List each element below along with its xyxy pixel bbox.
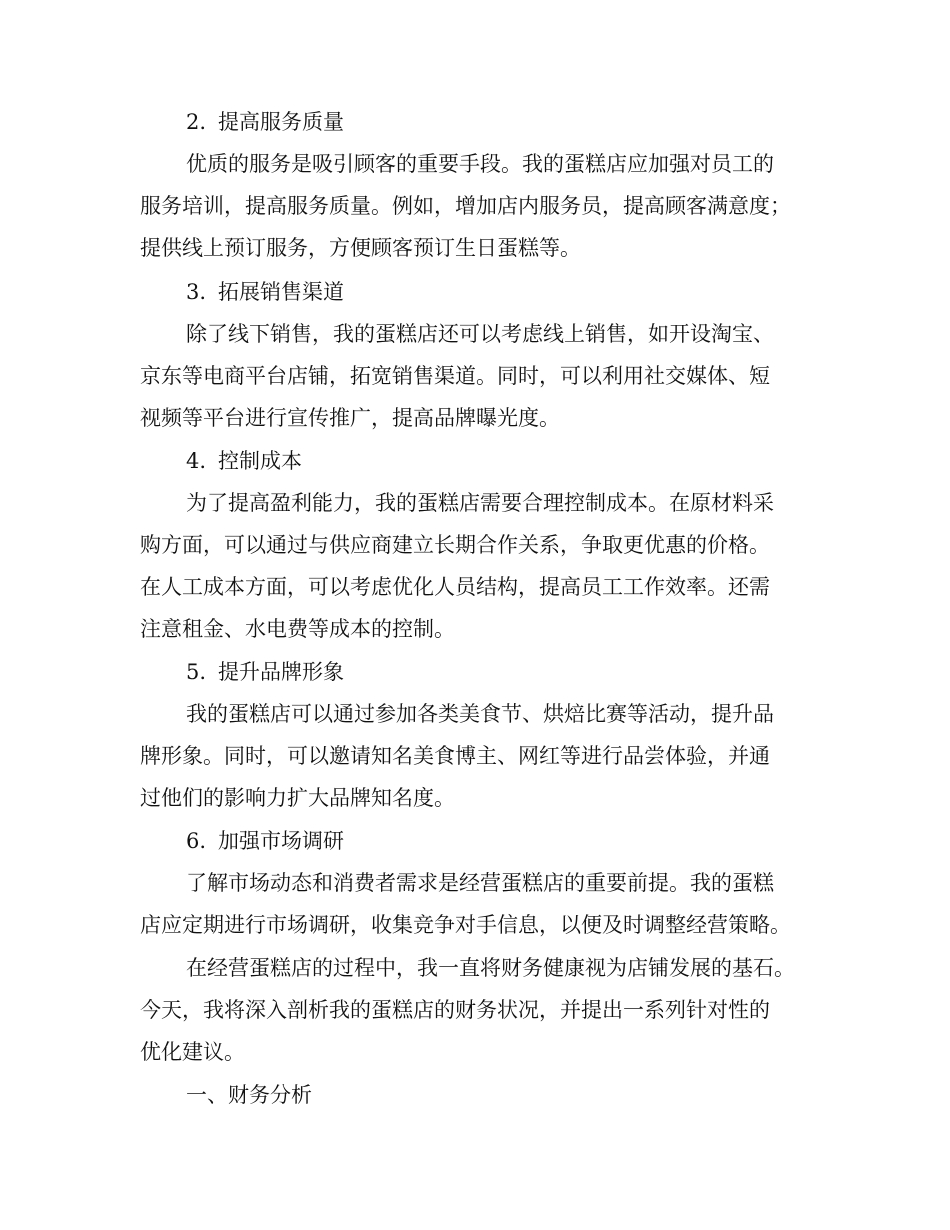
paragraph-line: 除了线下销售，我的蛋糕店还可以考虑线上销售，如开设淘宝、 <box>186 322 774 346</box>
section-heading-4 <box>186 445 302 477</box>
section-title: 加强市场调研 <box>218 829 344 853</box>
section-heading-5 <box>186 656 344 688</box>
section-number: 2. <box>186 110 207 134</box>
section-title: 拓展销售渠道 <box>218 280 344 304</box>
paragraph-line: 我的蛋糕店可以通过参加各类美食节、烘焙比赛等活动，提升品 <box>186 702 774 726</box>
section-number: 4. <box>186 449 207 473</box>
paragraph-line: 视频等平台进行宣传推广，提高品牌曝光度。 <box>140 406 560 430</box>
section-number: 5. <box>186 660 207 684</box>
paragraph-line: 京东等电商平台店铺，拓宽销售渠道。同时，可以利用社交媒体、短 <box>140 364 770 388</box>
paragraph-line: 优质的服务是吸引顾客的重要手段。我的蛋糕店应加强对员工的 <box>186 152 774 176</box>
paragraph-line: 在经营蛋糕店的过程中，我一直将财务健康视为店铺发展的基石。 <box>186 956 795 980</box>
paragraph-line: 今天，我将深入剖析我的蛋糕店的财务状况，并提出一系列针对性的 <box>140 998 770 1022</box>
section-number: 3. <box>186 280 207 304</box>
section-heading-3 <box>186 276 344 308</box>
paragraph-line: 注意租金、水电费等成本的控制。 <box>140 617 455 641</box>
section-number: 6. <box>186 829 207 853</box>
section-title: 提高服务质量 <box>218 110 344 134</box>
paragraph-line: 了解市场动态和消费者需求是经营蛋糕店的重要前提。我的蛋糕 <box>186 871 774 895</box>
paragraph-line: 店应定期进行市场调研，收集竞争对手信息，以便及时调整经营策略。 <box>140 913 791 937</box>
section-heading-6 <box>186 825 344 857</box>
paragraph-line: 为了提高盈利能力，我的蛋糕店需要合理控制成本。在原材料采 <box>186 491 774 515</box>
chapter-heading: 一、财务分析 <box>186 1083 312 1107</box>
paragraph-line: 在人工成本方面，可以考虑优化人员结构，提高员工工作效率。还需 <box>140 575 770 599</box>
section-title: 提升品牌形象 <box>218 660 344 684</box>
paragraph-line: 过他们的影响力扩大品牌知名度。 <box>140 786 455 810</box>
section-heading-2 <box>186 106 344 138</box>
paragraph-line: 提供线上预订服务，方便顾客预订生日蛋糕等。 <box>140 236 581 260</box>
section-title: 控制成本 <box>218 449 302 473</box>
paragraph-line: 牌形象。同时，可以邀请知名美食博主、网红等进行品尝体验，并通 <box>140 744 770 768</box>
paragraph-line: 优化建议。 <box>140 1040 245 1064</box>
paragraph-line: 服务培训，提高服务质量。例如，增加店内服务员，提高顾客满意度； <box>140 194 791 218</box>
paragraph-line: 购方面，可以通过与供应商建立长期合作关系，争取更优惠的价格。 <box>140 533 770 557</box>
